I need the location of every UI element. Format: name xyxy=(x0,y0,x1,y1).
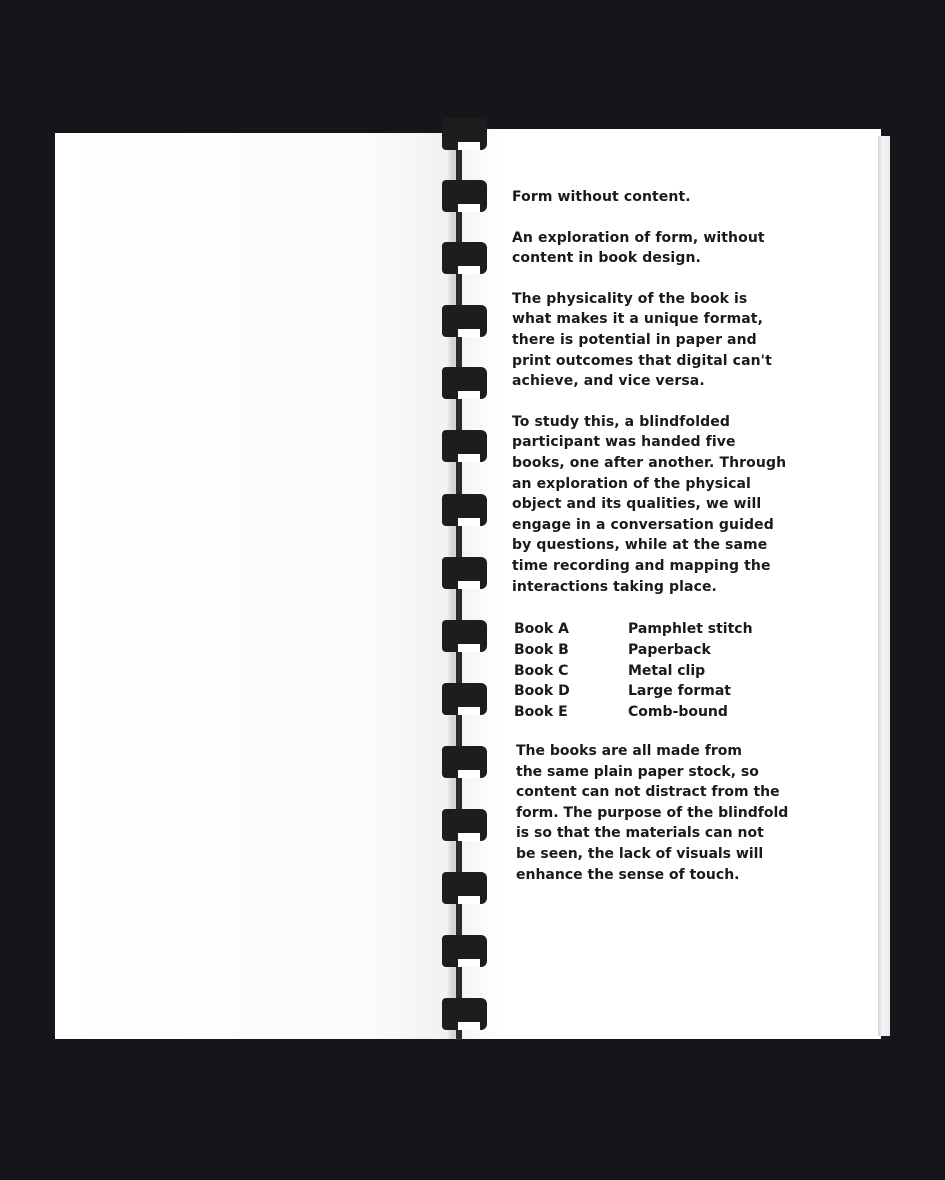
comb-ring xyxy=(442,180,487,212)
comb-ring xyxy=(442,872,487,904)
comb-ring xyxy=(442,242,487,274)
book-name: Book E xyxy=(514,704,568,721)
study-paragraph: To study this, a blindfolded participant was handed five books, one after another. Through an exploration of the physical object and its qualities, we will engage in a conversation guided by questions, while at the same time recording and mapping the interactions taking place. xyxy=(512,413,787,595)
book-list xyxy=(514,619,814,723)
book-binding: Paperback xyxy=(628,641,711,658)
comb-ring xyxy=(442,494,487,526)
book-name: Book D xyxy=(514,683,570,700)
comb-ring xyxy=(442,430,487,462)
page-title: Form without content. xyxy=(512,189,691,205)
comb-ring xyxy=(442,683,487,715)
book-binding: Pamphlet stitch xyxy=(628,621,753,637)
closing-paragraph: The books are all made from the same plain paper stock, so content can not distract from the form. The purpose of the blindfold is so that the materials can not be seen, the lack of visuals will enhance the sense of touch. xyxy=(516,743,789,883)
intro-paragraph: An exploration of form, without content in book design. xyxy=(512,229,765,267)
page-text xyxy=(512,187,822,617)
book-binding: Large format xyxy=(628,683,732,700)
book-name: Book A xyxy=(514,621,569,637)
book-binding: Metal clip xyxy=(628,662,706,679)
book-row xyxy=(514,619,814,640)
left-page-blank xyxy=(55,133,450,1039)
book-name: Book C xyxy=(514,662,569,679)
comb-ring xyxy=(442,305,487,337)
book-name: Book B xyxy=(514,641,569,658)
comb-ring xyxy=(442,557,487,589)
comb-ring xyxy=(442,998,487,1030)
comb-ring xyxy=(442,746,487,778)
book-row xyxy=(514,702,814,723)
physicality-paragraph: The physicality of the book is what makes it a unique format, there is potential in paper and print outcomes that digital can't achieve, and vice versa. xyxy=(512,290,772,390)
page-edge-stack xyxy=(878,136,890,1036)
comb-ring xyxy=(442,620,487,652)
comb-ring xyxy=(442,118,487,150)
book-row xyxy=(514,661,814,682)
comb-ring xyxy=(442,367,487,399)
book-row xyxy=(514,640,814,661)
comb-ring xyxy=(442,935,487,967)
comb-ring xyxy=(442,809,487,841)
book-binding: Comb-bound xyxy=(628,704,728,721)
book-row xyxy=(514,681,814,702)
